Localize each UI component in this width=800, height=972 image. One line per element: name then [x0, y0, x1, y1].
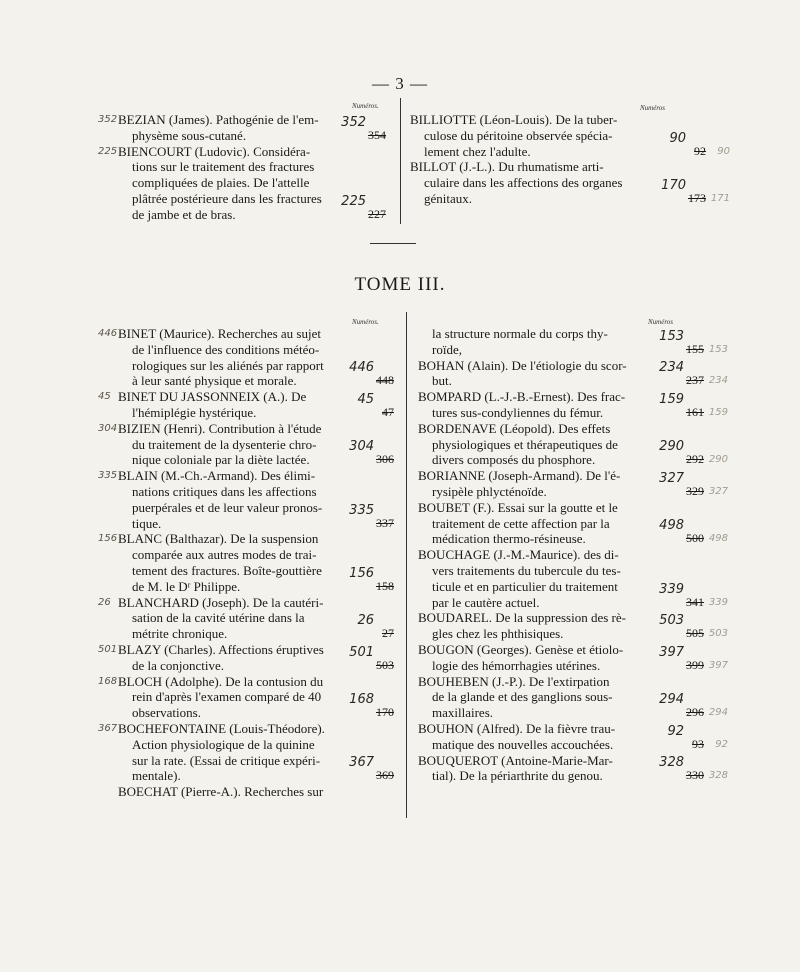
handwritten-number: 367	[349, 755, 374, 771]
entry-text-line: tial). De la périarthrite du genou.	[432, 768, 603, 784]
faint-annotation: 397	[708, 659, 728, 671]
entry-text-line: de jambe et de bras.	[132, 206, 236, 222]
index-entry	[418, 499, 728, 547]
faint-annotation: 294	[708, 707, 728, 719]
handwritten-number: 446	[349, 360, 374, 376]
handwritten-number: 92	[667, 723, 684, 739]
faint-annotation: 503	[708, 628, 728, 640]
faint-annotation: 339	[708, 596, 728, 608]
tome-title: TOME III.	[354, 274, 446, 295]
margin-annotation: 367	[98, 722, 118, 734]
index-entry	[98, 420, 398, 468]
entry-text-line: du traitement de la dysenterie chro-	[132, 436, 317, 452]
entry-text-line: BLAZY (Charles). Affections éruptives	[118, 641, 324, 657]
entry-number: 503	[376, 657, 394, 672]
handwritten-number: 339	[659, 581, 684, 597]
entry-number: 292	[686, 452, 704, 467]
entry-text-line: Action physiologique de la quinine	[132, 736, 315, 752]
entry-text-line: BORDENAVE (Léopold). Des effets	[418, 420, 611, 436]
entry-text-line: rysipèle phlycténoïde.	[432, 483, 547, 499]
entry-text-line: par le cautère actuel.	[432, 594, 540, 610]
entry-text-line: BILLOT (J.-L.). Du rhumatisme arti-	[410, 159, 604, 175]
index-entry	[418, 326, 728, 358]
entry-text-line: BORIANNE (Joseph-Armand). De l'é-	[418, 468, 621, 484]
entry-text-line: BOUQUEROT (Antoine-Marie-Mar-	[418, 752, 613, 768]
faint-annotation: 171	[710, 192, 730, 204]
entry-text-line: observations.	[132, 705, 201, 721]
entry-text-line: plâtrée postérieure dans les fractures	[132, 190, 322, 206]
entry-text-line: culose du péritoine observée spécia-	[424, 127, 613, 143]
entry-text-line: BOCHEFONTAINE (Louis-Théodore).	[118, 720, 325, 736]
page-number: — 3 —	[372, 74, 428, 93]
entry-text-line: l'hémiplégie hystérique.	[132, 404, 257, 420]
entry-text-line: BOUBET (F.). Essai sur la goutte et le	[418, 499, 618, 515]
column-divider	[400, 98, 401, 224]
entry-text-line: BOUHEBEN (J.-P.). De l'extirpation	[418, 673, 610, 689]
entry-text-line: la structure normale du corps thy-	[432, 326, 608, 341]
handwritten-number: 234	[659, 360, 684, 376]
index-entry	[98, 531, 398, 594]
column-header: Numéros	[640, 104, 666, 112]
faint-annotation: 327	[708, 485, 728, 497]
index-entry	[418, 468, 728, 500]
entry-text-line: lement chez l'adulte.	[424, 143, 531, 159]
entry-number: 341	[686, 594, 704, 609]
handwritten-number: 501	[349, 644, 374, 660]
index-entry	[418, 641, 728, 674]
index-entry	[98, 468, 398, 531]
handwritten-number: 45	[357, 391, 374, 407]
entry-text-line: but.	[432, 373, 452, 389]
entry-number: 306	[376, 452, 394, 467]
entry-text-line: roïde,	[432, 341, 462, 357]
entry-text-line: gles chez les phthisiques.	[432, 626, 564, 642]
index-entry	[418, 673, 728, 721]
entry-text-line: BIZIEN (Henri). Contribution à l'étude	[118, 420, 322, 436]
margin-annotation: 156	[98, 533, 118, 545]
handwritten-number: 159	[659, 391, 684, 407]
entry-text-line: compliquées de plaies. De l'attelle	[132, 175, 310, 191]
entry-text-line: BOUGON (Georges). Genèse et étiolo-	[418, 641, 624, 657]
index-entry	[98, 389, 398, 421]
entry-text-line: BINET (Maurice). Recherches au sujet	[118, 326, 321, 341]
handwritten-number: 90	[669, 130, 686, 146]
faint-annotation: 90	[717, 145, 730, 157]
entry-number: 399	[686, 657, 704, 672]
entry-text-line: sation de la cavité utérine dans la	[132, 610, 305, 626]
entry-text-line: nations critiques dans les affections	[132, 483, 317, 499]
entry-number: 161	[686, 404, 704, 419]
handwritten-number: 304	[349, 439, 374, 455]
handwritten-number: 498	[659, 518, 684, 534]
entry-text-line: sur la rate. (Essai de critique expéri-	[132, 752, 321, 768]
index-entry	[98, 326, 398, 389]
top-left-column	[98, 112, 390, 223]
faint-annotation: 234	[708, 375, 728, 387]
faint-annotation: 92	[715, 738, 728, 750]
column-header: Numéros.	[352, 318, 379, 326]
entry-text-line: BEZIAN (James). Pathogénie de l'em-	[118, 112, 319, 127]
handwritten-number: 290	[659, 439, 684, 455]
faint-annotation: 153	[708, 343, 728, 355]
index-entry	[418, 547, 728, 610]
index-entry	[418, 420, 728, 468]
entry-text-line: comparée aux autres modes de trai-	[132, 547, 317, 563]
entry-number: 354	[368, 127, 386, 142]
entry-text-line: BLAIN (M.-Ch.-Armand). Des élimi-	[118, 468, 316, 484]
margin-annotation: 168	[98, 675, 118, 687]
entry-text-line: de la conjonctive.	[132, 657, 225, 673]
entry-text-line: culaire dans les affections des organes	[424, 175, 623, 191]
section-rule	[370, 243, 416, 244]
entry-text-line: traitement de cette affection par la	[432, 515, 610, 531]
index-entry	[418, 720, 728, 753]
faint-annotation: 159	[708, 406, 728, 418]
entry-number: 329	[686, 483, 704, 498]
entry-number: 93	[692, 736, 704, 751]
entry-number: 369	[376, 768, 394, 783]
entry-text-line: ticule et en particulier du traitement	[432, 578, 618, 594]
handwritten-number: 153	[659, 328, 684, 344]
index-entry	[418, 610, 728, 642]
handwritten-number: 503	[659, 613, 684, 629]
entry-text-line: matique des nouvelles accouchées.	[432, 736, 614, 752]
handwritten-number: 225	[341, 193, 366, 209]
entry-text-line: médication thermo-résineuse.	[432, 531, 586, 547]
index-entry	[98, 720, 398, 784]
entry-text-line: BILLIOTTE (Léon-Louis). De la tuber-	[410, 112, 618, 127]
entry-text-line: physiologiques et thérapeutiques de	[432, 436, 618, 452]
handwritten-number: 156	[349, 565, 374, 581]
handwritten-number: 328	[659, 755, 684, 771]
margin-annotation: 45	[98, 391, 111, 403]
entry-text-line: BLANC (Balthazar). De la suspension	[118, 531, 319, 547]
right-column	[418, 326, 728, 784]
entry-number: 505	[686, 626, 704, 641]
handwritten-number: 352	[341, 114, 366, 130]
entry-text-line: tique.	[132, 515, 162, 531]
column-header: Numéros	[648, 318, 674, 326]
entry-number: 237	[686, 373, 704, 388]
handwritten-number: 335	[349, 502, 374, 518]
index-entry	[98, 143, 390, 223]
margin-annotation: 26	[98, 596, 111, 608]
entry-text-line: rein d'après l'examen comparé de 40	[132, 689, 322, 705]
entry-text-line: tions sur le traitement des fractures	[132, 159, 315, 175]
entry-text-line: puerpérales et de leur valeur pronos-	[132, 499, 323, 515]
index-entry	[410, 112, 730, 159]
entry-number: 173	[688, 190, 706, 205]
entry-text-line: à leur santé physique et morale.	[132, 373, 297, 389]
entry-text-line: tement des fractures. Boîte-gouttière	[132, 562, 322, 578]
index-entry	[418, 389, 728, 421]
handwritten-number: 327	[659, 470, 684, 486]
index-entry	[98, 594, 398, 642]
index-entry	[418, 357, 728, 390]
entry-number: 500	[686, 531, 704, 546]
entry-text-line: tures sus-condyliennes du fémur.	[432, 404, 604, 420]
entry-text-line: BOUCHAGE (J.-M.-Maurice). des di-	[418, 547, 619, 563]
entry-text-line: physème sous-cutané.	[132, 127, 247, 143]
entry-text-line: BOECHAT (Pierre-A.). Recherches sur	[118, 784, 324, 800]
entry-text-line: logie des hémorrhagies utérines.	[432, 657, 601, 673]
entry-number: 330	[686, 768, 704, 783]
entry-text-line: divers composés du phosphore.	[432, 452, 596, 468]
entry-number: 27	[382, 626, 394, 641]
index-entry	[410, 159, 730, 206]
entry-text-line: génitaux.	[424, 190, 473, 206]
index-entry	[98, 673, 398, 721]
entry-text-line: métrite chronique.	[132, 626, 228, 642]
faint-annotation: 498	[708, 533, 728, 545]
entry-number: 170	[376, 705, 394, 720]
entry-text-line: BLOCH (Adolphe). De la contusion du	[118, 673, 324, 689]
entry-text-line: BOMPARD (L.-J.-B.-Ernest). Des frac-	[418, 389, 626, 405]
index-entry	[118, 784, 398, 800]
column-divider	[406, 312, 407, 818]
margin-annotation: 446	[98, 328, 118, 339]
entry-text-line: BOHAN (Alain). De l'étiologie du scor-	[418, 357, 627, 373]
handwritten-number: 397	[659, 644, 684, 660]
entry-text-line: de la glande et des ganglions sous-	[432, 689, 613, 705]
margin-annotation: 304	[98, 422, 118, 434]
top-right-column	[410, 112, 730, 207]
entry-text-line: de M. le Dʳ Philippe.	[132, 578, 241, 594]
handwritten-number: 168	[349, 692, 374, 708]
handwritten-number: 170	[661, 177, 686, 193]
margin-annotation: 501	[98, 643, 118, 655]
entry-text-line: de l'influence des conditions météo-	[132, 341, 320, 357]
index-entry	[418, 752, 728, 785]
entry-number: 337	[376, 515, 394, 530]
entry-number: 155	[686, 341, 704, 356]
entry-text-line: rologiques sur les aliénés par rapport	[132, 357, 324, 373]
entry-text-line: maxillaires.	[432, 705, 494, 721]
handwritten-number: 26	[357, 613, 374, 629]
index-entry	[98, 112, 390, 144]
column-header: Numéros.	[352, 102, 379, 110]
entry-number: 296	[686, 705, 704, 720]
margin-annotation: 352	[98, 114, 118, 125]
faint-annotation: 290	[708, 454, 728, 466]
entry-number: 92	[694, 143, 706, 158]
entry-text-line: mentale).	[132, 768, 181, 784]
entry-text-line: vers traitements du tubercule du tes-	[432, 562, 621, 578]
faint-annotation: 328	[708, 770, 728, 782]
left-column	[98, 326, 398, 800]
margin-annotation: 225	[98, 145, 118, 157]
entry-number: 227	[368, 206, 386, 221]
entry-text-line: BOUHON (Alfred). De la fièvre trau-	[418, 720, 616, 736]
entry-number: 158	[376, 578, 394, 593]
entry-number: 47	[382, 404, 394, 419]
entry-text-line: BLANCHARD (Joseph). De la cautéri-	[118, 594, 324, 610]
index-entry	[98, 641, 398, 674]
entry-text-line: nique coloniale par la diète lactée.	[132, 452, 310, 468]
entry-text-line: BINET DU JASSONNEIX (A.). De	[118, 389, 307, 405]
margin-annotation: 335	[98, 470, 118, 482]
handwritten-number: 294	[659, 692, 684, 708]
entry-number: 448	[376, 373, 394, 388]
entry-text-line: BOUDAREL. De la suppression des rè-	[418, 610, 626, 626]
entry-text-line: BIENCOURT (Ludovic). Considéra-	[118, 143, 311, 159]
